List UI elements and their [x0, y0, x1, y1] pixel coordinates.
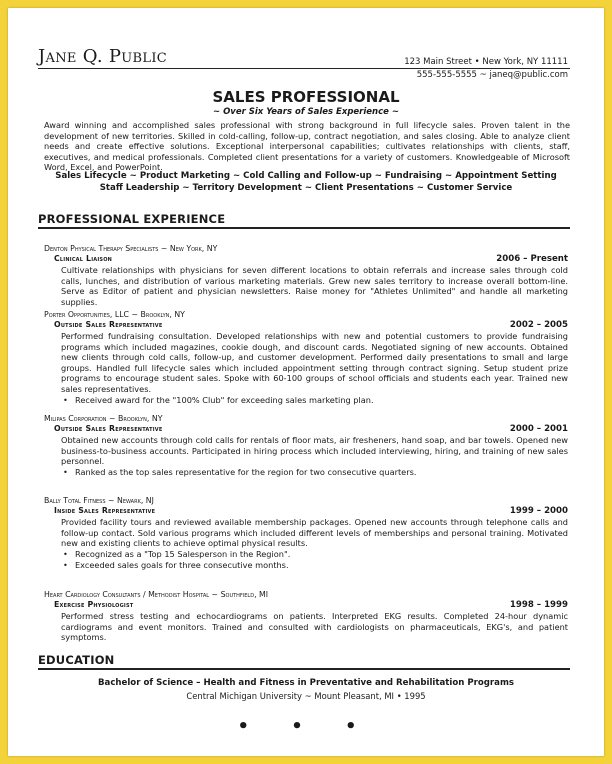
resume-subtitle: ~ Over Six Years of Sales Experience ~: [212, 107, 399, 117]
job-role: Inside Sales Representative: [54, 506, 156, 515]
job-role: Clinical Liaison: [54, 254, 113, 263]
job-bullet: • Exceeded sales goals for three consecutive months.: [63, 559, 289, 570]
job-dates: 1998 – 1999: [509, 600, 568, 610]
job-dates: 2006 – Present: [496, 254, 568, 264]
job-company: Heart Cardiology Consultants / Methodist Hospital ~ Southfield, MI: [44, 590, 269, 599]
job-company: Bally Total Fitness ~ Newark, NJ: [44, 496, 154, 505]
resume-title: SALES PROFESSIONAL: [212, 88, 400, 106]
job-bullet: • Recognized as a "Top 15 Salesperson in the Region".: [63, 548, 291, 559]
job-entry: [44, 310, 568, 406]
skills-list: [8, 170, 604, 194]
job-entry: [44, 590, 568, 643]
job-role: Outside Sales Representative: [54, 424, 163, 433]
job-bullet: • Received award for the "100% Club" for exceeding sales marketing plan.: [63, 394, 374, 405]
experience-heading: PROFESSIONAL EXPERIENCE: [38, 212, 226, 226]
experience-rule: [38, 227, 570, 229]
degree: Bachelor of Science – Health and Fitness in Preventative and Rehabilitation Programs: [97, 678, 515, 688]
job-description: Obtained new accounts through cold calls for rentals of floor mats, air fresheners, hand soap, and bar towels. Opened new business-to-business accounts. Participated in hiring process which included interviewing, hiring, and training of new sales personnel.: [61, 435, 568, 467]
job-role: Exercise Physiologist: [54, 600, 134, 609]
footer-dots: • • •: [237, 716, 375, 737]
job-dates: 1999 – 2000: [509, 506, 568, 516]
job-company: Porter Opportunities, LLC ~ Brooklyn, NY: [44, 310, 185, 319]
job-entry: [44, 414, 568, 478]
job-description: Cultivate relationships with physicians for seven different locations to obtain referrals and increase sales through cold calls, lunches, and distribution of various marketing materials. Grew new sales territory to increase overall bottom-line. Serve as Editor of patient and physician newsletters. Raise money for "Athletes Unlimited" and handle all marketing supplies.: [61, 265, 568, 307]
skills-line: Sales Lifecycle ~ Product Marketing ~ Cold Calling and Follow-up ~ Fundraising ~ Appointment Setting: [55, 171, 557, 181]
job-entry: [44, 496, 568, 571]
job-description: Performed fundraising consultation. Developed relationships with new and potential customers to provide fundraising programs which included magazines, cookie dough, and discount cards. Negotiated signing of new accounts. Obtained new clients through cold calls, follow-up, and customer development. Performed daily presentations to small and large groups. Handled full lifecycle sales which included appointment setting through contract signing. Setup student prize programs to encourage student sales. Spoke with 60-100 groups of school officials and students each year. Trained new sales representatives.: [61, 331, 568, 394]
education-rule: [38, 668, 570, 670]
job-entry: [44, 244, 568, 307]
education-heading: EDUCATION: [38, 653, 115, 667]
skills-line: Staff Leadership ~ Territory Development ~ Client Presentations ~ Customer Service: [99, 183, 513, 193]
resume-page: [8, 8, 604, 756]
contact-info: [404, 56, 568, 82]
summary-paragraph: Award winning and accomplished sales professional with strong background in full lifecycle sales. Proven talent in the development of new territories. Skilled in cold-calling, follow-up, contract negotiation, and sales closing. Able to analyze client needs and create effective solutions. Exceptional interpersonal capabilities; cultivates relationships with clients, staff, executives, and medical professionals. Completed client presentations for a variety of customers. Knowledgeable of Microsoft Word, Excel, and PowerPoint.: [44, 120, 570, 173]
job-bullet: • Ranked as the top sales representative for the region for two consecutive quarters.: [63, 466, 417, 477]
candidate-name: Jane Q. Public: [38, 46, 168, 67]
school: Central Michigan University ~ Mount Pleasant, MI • 1995: [186, 691, 426, 701]
job-dates: 2000 – 2001: [509, 424, 568, 434]
phone-email: 555-555-5555 ~ janeq@public.com: [416, 70, 568, 80]
job-company: Milipas Corporation ~ Brooklyn, NY: [44, 414, 163, 423]
address: 123 Main Street • New York, NY 11111: [404, 57, 568, 67]
job-role: Outside Sales Representative: [54, 320, 163, 329]
job-company: Denton Physical Therapy Specialists ~ New York, NY: [44, 244, 218, 253]
job-description: Performed stress testing and echocardiograms on patients. Interpreted EKG results. Completed 24-hour dynamic cardiograms and event monitors. Trained and consulted with cardiologists on pharmaceuticals, EKG's, and patient symptoms.: [61, 611, 568, 643]
job-dates: 2002 – 2005: [509, 320, 568, 330]
job-description: Provided facility tours and reviewed available membership packages. Opened new accounts through telephone calls and follow-up contact. Sold various programs which included different levels of memberships and personal training. Motivated new and existing clients to achieve optimal physical results.: [61, 517, 568, 549]
header-rule: [38, 68, 570, 69]
